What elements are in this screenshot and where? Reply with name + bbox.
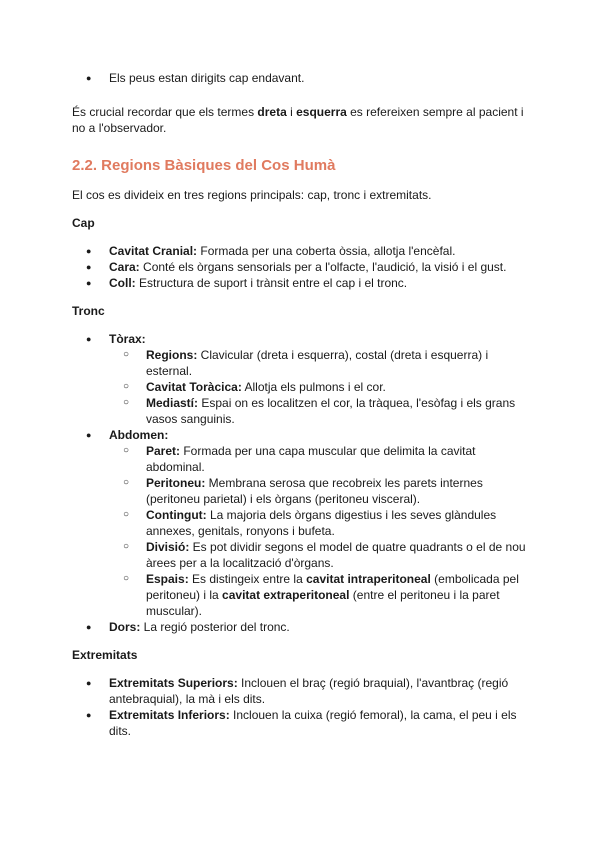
- list-item: ● Cavitat Cranial: Formada per una coberta òssia, allotja l'encèfal.: [72, 243, 532, 259]
- sublist-item: ○ Peritoneu: Membrana serosa que recobreix les parets internes (peritoneu parietal) i els òrgans (peritoneu visceral).: [109, 475, 532, 507]
- document-page: [72, 70, 532, 739]
- intro-list: [72, 70, 532, 86]
- extremitats-heading: Extremitats: [72, 648, 138, 662]
- list-item: ● Extremitats Superiors: Inclouen el braç (regió braquial), l'avantbraç (regió antebraquial), la mà i els dits.: [72, 675, 532, 707]
- torax-sublist: [109, 347, 532, 427]
- sublist-item: ○ Divisió: Es pot dividir segons el model de quatre quadrants o el de nou àrees per a la localització d'òrgans.: [109, 539, 532, 571]
- list-item: ● Dors: La regió posterior del tronc.: [72, 619, 532, 635]
- cap-list: [72, 243, 532, 291]
- extremitats-list: [72, 675, 532, 739]
- sublist-item: ○ Regions: Clavicular (dreta i esquerra), costal (dreta i esquerra) i esternal.: [109, 347, 532, 379]
- list-item: ● Abdomen: ○ Paret: Formada per una capa muscular que delimita la cavitat abdominal. ○ Peritoneu: Membrana serosa que recobreix les parets internes (peritoneu parietal) i els òrgans (peritoneu visceral). ○ Contingut: La majoria dels òrgans digestius i les seves glàndules annexes, genitals, ronyons i bufeta. ○ Divisió: Es pot dividir segons el model de quatre quadrants o el de nou àrees per a la localització d'òrgans. ○ Espais: Es distingeix entre la cavitat intraperitoneal (embolicada pel peritoneu) i la cavitat extraperitoneal (entre el peritoneu i la paret muscular).: [72, 427, 532, 619]
- section-intro: El cos es divideix en tres regions principals: cap, tronc i extremitats.: [72, 188, 432, 202]
- cap-heading: Cap: [72, 216, 95, 230]
- sublist-item: ○ Paret: Formada per una capa muscular que delimita la cavitat abdominal.: [109, 443, 532, 475]
- section-title: 2.2. Regions Bàsiques del Cos Humà: [72, 157, 336, 174]
- note-paragraph: És crucial recordar que els termes dreta i esquerra es refereixen sempre al pacient i no a l'observador.: [72, 105, 524, 135]
- list-item: ● Coll: Estructura de suport i trànsit entre el cap i el tronc.: [72, 275, 532, 291]
- list-item: ● Cara: Conté els òrgans sensorials per a l'olfacte, l'audició, la visió i el gust.: [72, 259, 532, 275]
- list-item: ● Extremitats Inferiors: Inclouen la cuixa (regió femoral), la cama, el peu i els dits.: [72, 707, 532, 739]
- list-item: [72, 70, 532, 86]
- tronc-heading: Tronc: [72, 304, 105, 318]
- sublist-item: ○ Mediastí: Espai on es localitzen el cor, la tràquea, l'esòfag i els grans vasos sanguinis.: [109, 395, 532, 427]
- sublist-item: ○ Cavitat Toràcica: Allotja els pulmons i el cor.: [109, 379, 532, 395]
- tronc-list: [72, 331, 532, 635]
- sublist-item: ○ Contingut: La majoria dels òrgans digestius i les seves glàndules annexes, genitals, ronyons i bufeta.: [109, 507, 532, 539]
- abdomen-sublist: [109, 443, 532, 619]
- list-item: ● Tòrax: ○ Regions: Clavicular (dreta i esquerra), costal (dreta i esquerra) i esternal. ○ Cavitat Toràcica: Allotja els pulmons i el cor. ○ Mediastí: Espai on es localitzen el cor, la tràquea, l'esòfag i els grans vasos sanguinis.: [72, 331, 532, 427]
- item-text: Els peus estan dirigits cap endavant.: [109, 71, 305, 85]
- sublist-item: ○ Espais: Es distingeix entre la cavitat intraperitoneal (embolicada pel peritoneu) i la cavitat extraperitoneal (entre el peritoneu i la paret muscular).: [109, 571, 532, 619]
